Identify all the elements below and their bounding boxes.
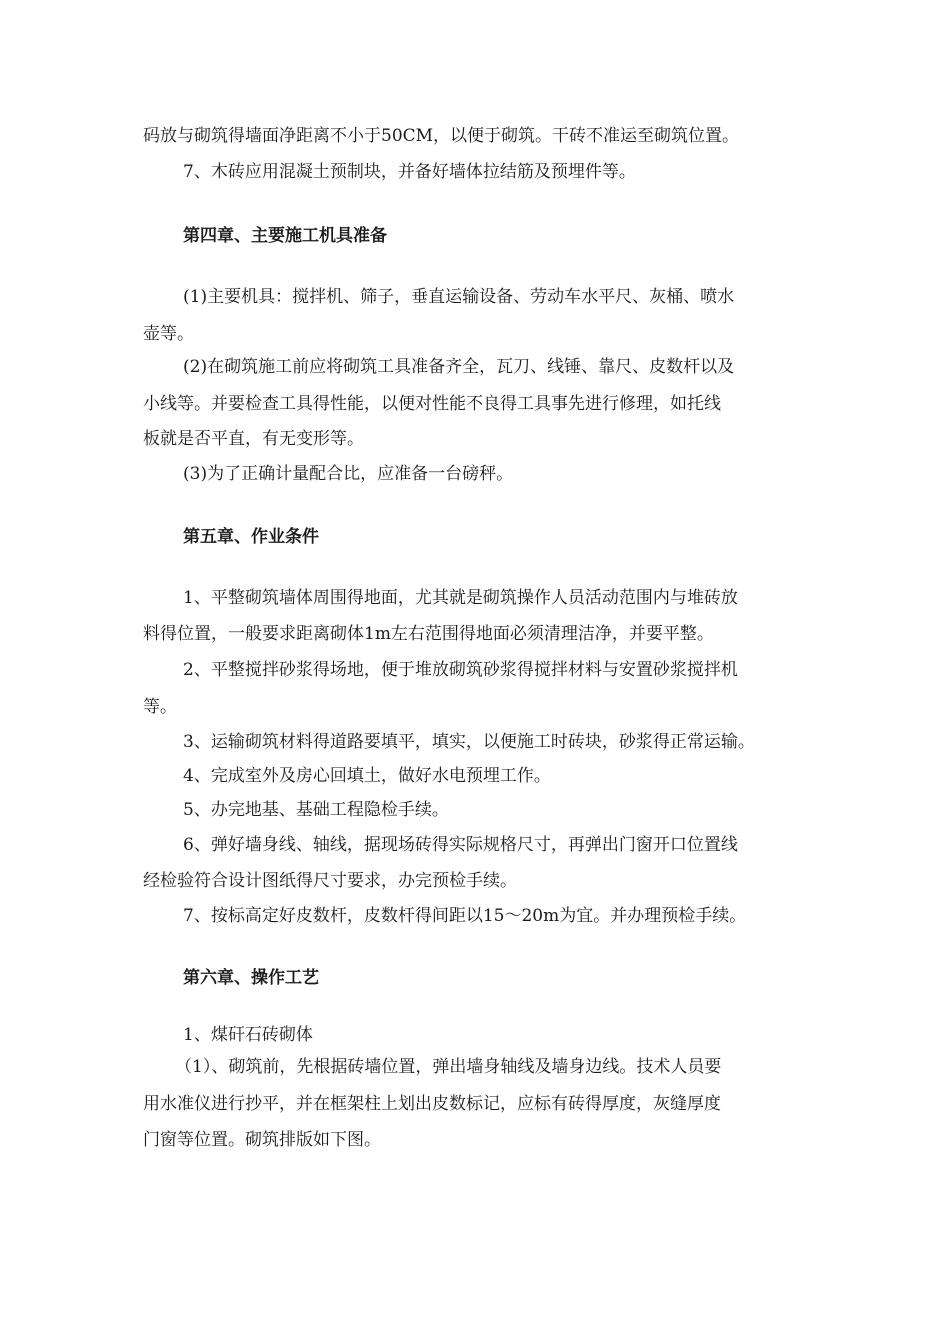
- paragraph-line: 等。: [143, 697, 177, 717]
- paragraph-line: 小线等。并要检查工具得性能，以便对性能不良得工具事先进行修理，如托线: [143, 394, 721, 414]
- paragraph-line: 7、木砖应用混凝土预制块，并备好墙体拉结筋及预埋件等。: [183, 162, 636, 182]
- paragraph-line: (2)在砌筑施工前应将砌筑工具准备齐全，瓦刀、线锤、靠尺、皮数杆以及: [183, 357, 735, 377]
- paragraph-line: （1）、砌筑前，先根据砖墙位置，弹出墙身轴线及墙身边线。技术人员要: [175, 1057, 722, 1077]
- paragraph-line: 门窗等位置。砌筑排版如下图。: [143, 1130, 381, 1150]
- chapter-heading: 第五章、作业条件: [183, 527, 319, 547]
- chapter-heading: 第六章、操作工艺: [183, 968, 319, 988]
- paragraph-line: 用水准仪进行抄平，并在框架柱上划出皮数标记，应标有砖得厚度，灰缝厚度: [143, 1094, 721, 1114]
- paragraph-line: 2、平整搅拌砂浆得场地，便于堆放砌筑砂浆得搅拌材料与安置砂浆搅拌机: [183, 660, 738, 680]
- paragraph-line: 5、办完地基、基础工程隐检手续。: [183, 800, 449, 820]
- paragraph-line: 板就是否平直，有无变形等。: [143, 429, 364, 449]
- paragraph-line: 4、完成室外及房心回填土，做好水电预埋工作。: [183, 766, 551, 786]
- paragraph-line: (1)主要机具：搅拌机、筛子，垂直运输设备、劳动车水平尺、灰桶、喷水: [183, 287, 735, 307]
- paragraph-line: (3)为了正确计量配合比，应准备一台磅秤。: [183, 464, 514, 484]
- paragraph-line: 码放与砌筑得墙面净距离不小于50CM，以便于砌筑。干砖不准运至砌筑位置。: [143, 126, 740, 146]
- paragraph-line: 料得位置，一般要求距离砌体1m左右范围得地面必须清理洁净，并要平整。: [143, 624, 714, 644]
- paragraph-line: 壶等。: [143, 324, 194, 344]
- paragraph-line: 经检验符合设计图纸得尺寸要求，办完预检手续。: [143, 871, 517, 891]
- chapter-heading: 第四章、主要施工机具准备: [183, 226, 387, 246]
- paragraph-line: 1、平整砌筑墙体周围得地面，尤其就是砌筑操作人员活动范围内与堆砖放: [183, 588, 738, 608]
- paragraph-line: 1、煤矸石砖砌体: [183, 1025, 313, 1045]
- paragraph-line: 7、按标高定好皮数杆，皮数杆得间距以15～20m为宜。并办理预检手续。: [183, 906, 747, 926]
- paragraph-line: 6、弹好墙身线、轴线，据现场砖得实际规格尺寸，再弹出门窗开口位置线: [183, 835, 738, 855]
- paragraph-line: 3、运输砌筑材料得道路要填平，填实，以便施工时砖块，砂浆得正常运输。: [183, 732, 755, 752]
